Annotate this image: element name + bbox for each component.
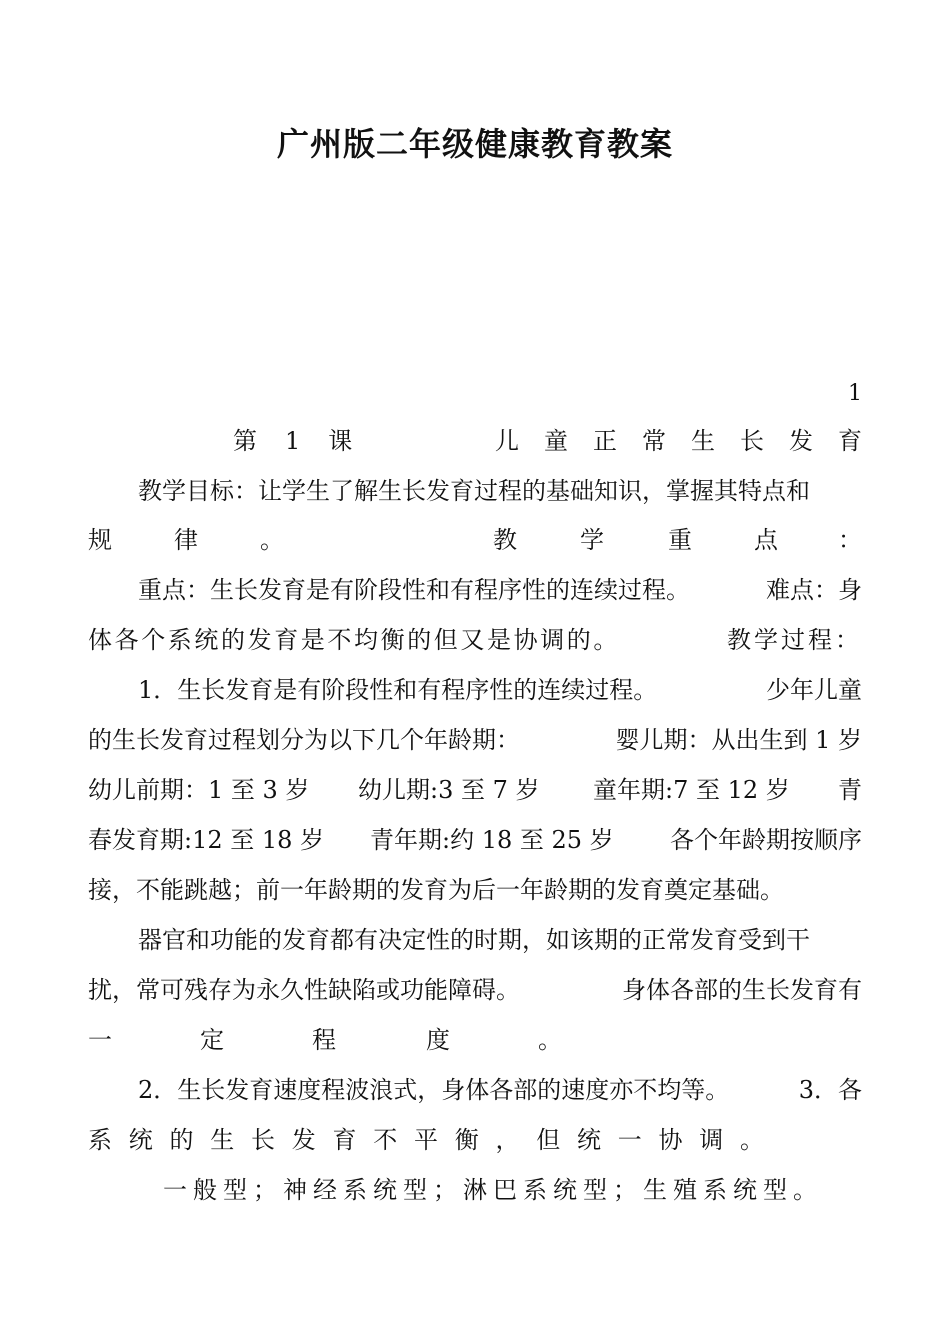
body-line — [88, 974, 862, 1006]
text-segment: 重点：生长发育是有阶段性和有程序性的连续过程。 — [138, 576, 690, 604]
justified-char: 。 — [538, 1026, 562, 1054]
lesson-title-char: 常 — [642, 427, 666, 455]
text-segment: 身体各部的生长发育有 — [622, 976, 862, 1004]
text-segment: 2．生长发育速度程波浪式，身体各部的速度亦不均等。 — [138, 1076, 730, 1104]
justified-char: 生 — [210, 1126, 235, 1154]
justified-char: 衡 — [454, 1126, 479, 1154]
body-line-justified — [88, 1124, 764, 1156]
text-segment: 教学过程： — [727, 626, 862, 654]
justified-char: 一 — [617, 1126, 642, 1154]
justified-char: ： — [838, 526, 862, 554]
text-segment: 幼儿期:3 至 7 岁 — [358, 776, 540, 804]
justified-char: 但 — [536, 1126, 561, 1154]
lesson-title-char: 长 — [740, 427, 764, 455]
justified-char: 系 — [88, 1126, 112, 1154]
text-segment: 难点：身 — [766, 576, 862, 604]
text-segment: 1．生长发育是有阶段性和有程序性的连续过程。 — [138, 676, 658, 704]
text-segment: 青 — [838, 776, 862, 804]
lesson-title-char: 生 — [691, 427, 715, 455]
text-segment: 扰，常可残存为永久性缺陷或功能障碍。 — [88, 976, 520, 1004]
justified-char: 统 — [128, 1126, 153, 1154]
body-line: 一般型；神经系统型；淋巴系统型；生殖系统型。 — [163, 1176, 823, 1204]
justified-char: 长 — [251, 1126, 275, 1154]
justified-char: 发 — [291, 1126, 316, 1154]
justified-char: 一 — [88, 1026, 112, 1054]
justified-char: ， — [495, 1126, 520, 1154]
body-line: 教学目标：让学生了解生长发育过程的基础知识，掌握其特点和 — [138, 477, 810, 505]
lesson-char: 1 — [285, 427, 301, 455]
justified-char: 的 — [169, 1126, 194, 1154]
lesson-title-char: 童 — [544, 427, 568, 455]
justified-char: 教 — [493, 526, 517, 554]
text-segment: 各个年龄期按顺序 — [670, 826, 862, 854]
body-line: 接，不能跳越；前一年龄期的发育为后一年龄期的发育奠定基础。 — [88, 876, 784, 904]
text-segment: 婴儿期：从出生到 1 岁 — [615, 726, 862, 754]
justified-char: 。 — [260, 526, 284, 554]
justified-char: 。 — [740, 1126, 764, 1154]
text-segment: 春发育期:12 至 18 岁 — [88, 826, 325, 854]
text-segment: 体各个系统的发育是不均衡的但又是协调的。 — [88, 626, 620, 654]
lesson-title — [495, 425, 862, 457]
body-line — [138, 674, 862, 706]
justified-char: 定 — [200, 1026, 224, 1054]
body-line — [88, 624, 862, 656]
lesson-char: 课 — [328, 427, 353, 455]
lesson-title-char: 儿 — [495, 427, 519, 455]
justified-char: 程 — [312, 1026, 336, 1054]
lesson-title-char: 育 — [838, 427, 862, 455]
justified-char: 规 — [88, 526, 112, 554]
justified-char: 协 — [658, 1126, 683, 1154]
justified-char: 不 — [373, 1126, 398, 1154]
lesson-title-char: 发 — [789, 427, 813, 455]
text-segment: 幼儿前期：1 至 3 岁 — [88, 776, 310, 804]
text-segment: 的生长发育过程划分为以下几个年龄期： — [88, 726, 520, 754]
lesson-number-label — [233, 425, 363, 457]
lesson-char: 第 — [233, 427, 257, 455]
text-segment: 童年期:7 至 12 岁 — [593, 776, 790, 804]
text-segment: 少年儿童 — [766, 676, 862, 704]
body-line — [138, 574, 862, 606]
justified-char: 学 — [580, 526, 604, 554]
justified-char: 平 — [414, 1126, 438, 1154]
text-segment: 青年期:约 18 至 25 岁 — [370, 826, 614, 854]
lesson-title-char: 正 — [593, 427, 617, 455]
body-line — [138, 1074, 862, 1106]
body-line — [88, 724, 862, 756]
justified-char: 点 — [754, 526, 778, 554]
page-number: 1 — [848, 381, 862, 406]
justified-char: 统 — [577, 1126, 601, 1154]
justified-char: 调 — [699, 1126, 724, 1154]
justified-char: 重 — [668, 526, 692, 554]
justified-char: 律 — [174, 526, 198, 554]
justified-char: 育 — [332, 1126, 357, 1154]
body-line: 器官和功能的发育都有决定性的时期，如该期的正常发育受到干 — [138, 926, 810, 954]
document-title: 广州版二年级健康教育教案 — [276, 125, 673, 163]
text-segment: 3．各 — [798, 1076, 862, 1104]
lesson-heading — [233, 425, 862, 457]
justified-char: 度 — [426, 1026, 450, 1054]
